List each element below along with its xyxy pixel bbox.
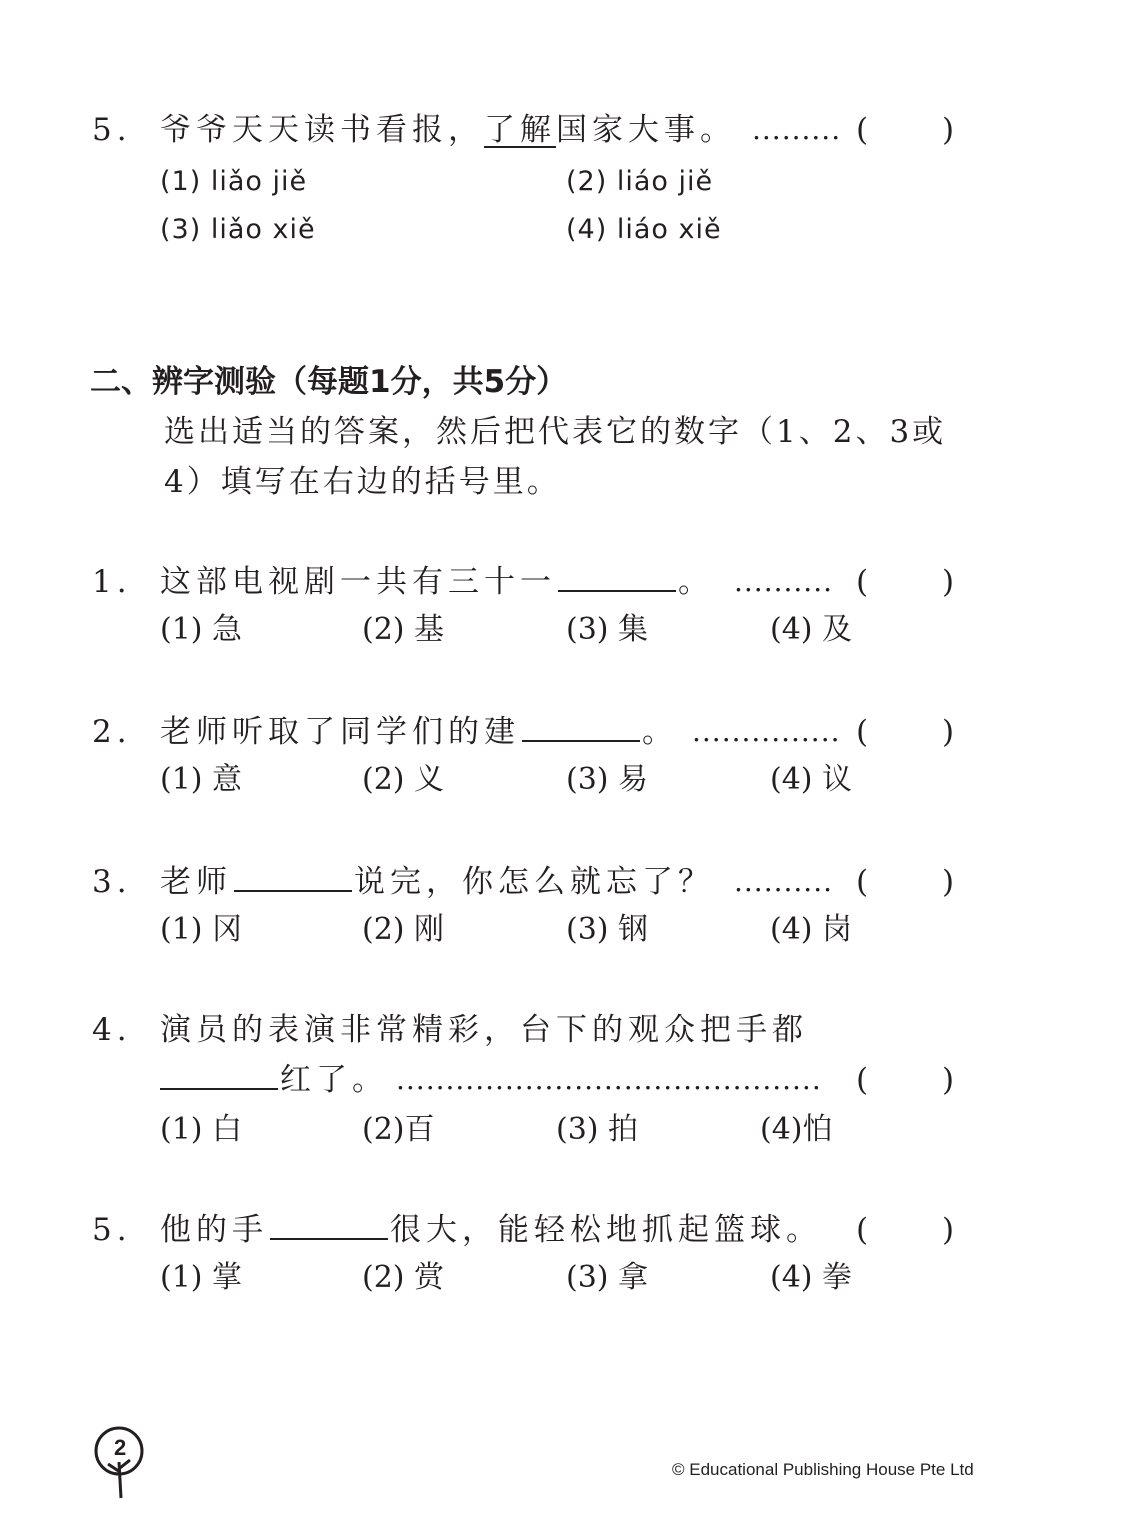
option-4: (4)怕 <box>760 1112 833 1147</box>
question-text <box>160 1210 822 1250</box>
question-text <box>160 562 714 602</box>
option-1: (1) 掌 <box>160 1260 243 1295</box>
answer-blank <box>234 862 352 892</box>
question-text-after: 红了。 <box>280 1062 388 1098</box>
answer-blank <box>270 1210 388 1240</box>
leader-dots: ........................................... <box>396 1063 822 1096</box>
question-text <box>160 110 736 150</box>
question-text-before: 爷爷天天读书看报， <box>160 112 484 148</box>
answer-paren-close: ) <box>942 714 955 750</box>
answer-paren-close: ) <box>942 1212 955 1248</box>
page-number: 2 <box>114 1435 127 1460</box>
underlined-word: 了解 <box>484 112 556 148</box>
leader-dots: .......... <box>734 865 834 898</box>
option-3: (3) 拿 <box>566 1260 649 1295</box>
option-1: (1) 白 <box>160 1112 243 1147</box>
answer-paren-open: ( <box>856 864 869 900</box>
section-title: 二、辨字测验（每题1分，共5分） <box>90 364 568 400</box>
answer-paren-close: ) <box>942 112 955 148</box>
answer-blank <box>160 1060 278 1090</box>
question-number: 2. <box>92 714 132 750</box>
leader-dots: ............... <box>692 715 841 748</box>
option-4: (4) 及 <box>770 612 853 647</box>
question-number: 5. <box>92 1212 132 1248</box>
answer-paren-close: ) <box>942 864 955 900</box>
option-3: (3) liǎo xiě <box>160 214 316 245</box>
question-text-after: 很大，能轻松地抓起篮球。 <box>390 1212 822 1248</box>
answer-paren-open: ( <box>856 112 869 148</box>
option-4: (4) 拳 <box>770 1260 853 1295</box>
answer-blank <box>522 712 640 742</box>
question-number: 4. <box>92 1012 132 1048</box>
question-text-before: 这部电视剧一共有三十一 <box>160 564 556 600</box>
option-2: (2) 义 <box>362 762 445 797</box>
option-1: (1) 意 <box>160 762 243 797</box>
option-3: (3) 拍 <box>556 1112 639 1147</box>
option-2: (2) 刚 <box>362 912 445 947</box>
question-text-before: 老师 <box>160 864 232 900</box>
answer-paren-open: ( <box>856 1212 869 1248</box>
answer-paren-close: ) <box>942 1062 955 1098</box>
option-1: (1) liǎo jiě <box>160 166 308 197</box>
answer-paren-open: ( <box>856 714 869 750</box>
question-number: 5. <box>92 112 132 148</box>
answer-paren-open: ( <box>856 564 869 600</box>
option-4: (4) 议 <box>770 762 853 797</box>
instruction-line-1: 选出适当的答案，然后把代表它的数字（1、2、3或 <box>164 414 947 450</box>
question-number: 3. <box>92 864 132 900</box>
leader-dots: ......... <box>752 113 842 146</box>
option-3: (3) 钢 <box>566 912 649 947</box>
question-text-after: 。 <box>678 564 714 600</box>
option-1: (1) 急 <box>160 612 243 647</box>
copyright-notice: © Educational Publishing House Pte Ltd <box>672 1460 974 1479</box>
question-text-after: 说完，你怎么就忘了？ <box>354 864 714 900</box>
option-2: (2) liáo jiě <box>566 166 714 197</box>
option-4: (4) liáo xiě <box>566 214 722 245</box>
question-number: 1. <box>92 564 132 600</box>
option-4: (4) 岗 <box>770 912 853 947</box>
question-text-line-1: 演员的表演非常精彩，台下的观众把手都 <box>160 1012 808 1048</box>
question-text-after: 国家大事。 <box>556 112 736 148</box>
instruction-line-2: 4）填写在右边的括号里。 <box>164 464 561 500</box>
answer-paren-open: ( <box>856 1062 869 1098</box>
question-text <box>160 712 678 752</box>
option-3: (3) 集 <box>566 612 649 647</box>
question-text-before: 老师听取了同学们的建 <box>160 714 520 750</box>
option-2: (2) 赏 <box>362 1260 445 1295</box>
question-text-line-2 <box>160 1060 388 1100</box>
option-2: (2) 基 <box>362 612 445 647</box>
option-1: (1) 冈 <box>160 912 243 947</box>
question-text-before: 他的手 <box>160 1212 268 1248</box>
question-text <box>160 862 714 902</box>
option-3: (3) 易 <box>566 762 649 797</box>
option-2: (2)百 <box>362 1112 435 1147</box>
leader-dots: .......... <box>734 565 834 598</box>
answer-blank <box>558 562 676 592</box>
answer-paren-close: ) <box>942 564 955 600</box>
question-text-after: 。 <box>642 714 678 750</box>
